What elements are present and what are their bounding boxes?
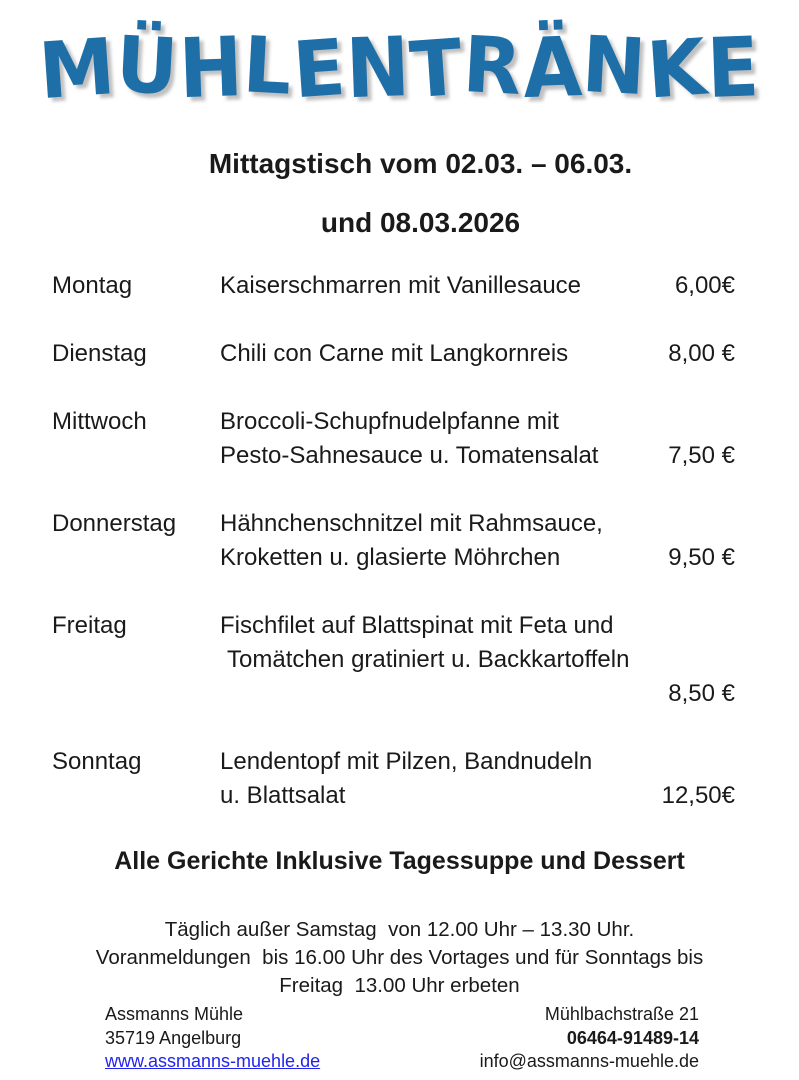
menu-line: [52, 609, 735, 643]
menu-row: [52, 507, 735, 575]
website-link[interactable]: www.assmanns-muehle.de: [105, 1051, 321, 1071]
logo-wrap: [0, 0, 799, 130]
heading-date-extra: und 08.03.2026: [320, 207, 521, 238]
menu-dish: Hähnchenschnitzel mit Rahmsauce,: [220, 510, 603, 537]
menu-row: [52, 269, 735, 303]
menu-price: 8,50 €: [668, 680, 735, 707]
menu-dish: Kaiserschmarren mit Vanillesauce: [220, 272, 582, 299]
menu-price: 8,00 €: [668, 340, 735, 367]
menu-dish: Chili con Carne mit Langkornreis: [220, 340, 569, 367]
restaurant-logo: MÜHLENTRÄNKE: [36, 18, 762, 117]
business-city: 35719 Angelburg: [105, 1027, 242, 1048]
menu-table: [52, 269, 735, 813]
business-street: Mühlbachstraße 21: [544, 1004, 699, 1024]
hours-line-3: Freitag 13.00 Uhr erbeten: [279, 974, 520, 997]
menu-row: [52, 405, 735, 473]
menu-dish: Kroketten u. glasierte Möhrchen: [220, 544, 561, 571]
menu-day: [52, 677, 220, 711]
menu-line: [52, 779, 735, 813]
menu-line: [52, 507, 735, 541]
menu-line: [52, 643, 735, 677]
menu-dish: Fischfilet auf Blattspinat mit Feta und: [220, 612, 614, 639]
menu-day: Mittwoch: [52, 408, 147, 435]
menu-price: [631, 609, 735, 643]
menu-price: 12,50€: [661, 782, 735, 809]
footer-address-left: [0, 1003, 400, 1074]
menu-line: [52, 677, 735, 711]
menu-line: [52, 269, 735, 303]
menu-line: [52, 439, 735, 473]
menu-price: [631, 745, 735, 779]
menu-day: Montag: [52, 272, 133, 299]
menu-day: [52, 779, 220, 813]
included-note: Alle Gerichte Inklusive Tagessuppe und Dessert: [114, 847, 685, 875]
menu-row: [52, 745, 735, 813]
business-phone: 06464-91489-14: [566, 1027, 699, 1048]
menu-day: [52, 541, 220, 575]
menu-heading: [0, 148, 799, 239]
menu-day: [52, 643, 220, 677]
menu-day: Dienstag: [52, 340, 147, 367]
menu-line: [52, 541, 735, 575]
menu-price: [631, 405, 735, 439]
menu-line: [52, 337, 735, 371]
menu-day: Freitag: [52, 612, 127, 639]
menu-row: [52, 337, 735, 371]
menu-price: 7,50 €: [668, 442, 735, 469]
hours-line-2: Voranmeldungen bis 16.00 Uhr des Vortages und für Sonntags bis: [95, 946, 704, 969]
menu-price: [631, 643, 735, 677]
menu-dish: [220, 677, 631, 711]
menu-price: 9,50 €: [668, 544, 735, 571]
menu-day: [52, 439, 220, 473]
footer-address-right: [400, 1003, 799, 1074]
menu-dish: Tomätchen gratiniert u. Backkartoffeln: [227, 646, 630, 673]
business-name: Assmanns Mühle: [105, 1004, 244, 1024]
opening-hours: [0, 916, 799, 1000]
business-email: info@assmanns-muehle.de: [479, 1051, 699, 1071]
menu-line: [52, 405, 735, 439]
menu-row: [52, 609, 735, 711]
menu-day: Donnerstag: [52, 510, 177, 537]
menu-dish: Broccoli-Schupfnudelpfanne mit: [220, 408, 559, 435]
hours-line-1: Täglich außer Samstag von 12.00 Uhr – 13.30 Uhr.: [164, 918, 635, 941]
menu-dish: Lendentopf mit Pilzen, Bandnudeln: [220, 748, 593, 775]
menu-price: 6,00€: [674, 272, 735, 299]
menu-dish: Pesto-Sahnesauce u. Tomatensalat: [220, 442, 599, 469]
menu-line: [52, 745, 735, 779]
menu-price: [631, 507, 735, 541]
menu-dish: u. Blattsalat: [220, 782, 346, 809]
footer: [0, 1003, 799, 1074]
heading-date-range: Mittagstisch vom 02.03. – 06.03.: [208, 148, 633, 179]
menu-day: Sonntag: [52, 748, 142, 775]
